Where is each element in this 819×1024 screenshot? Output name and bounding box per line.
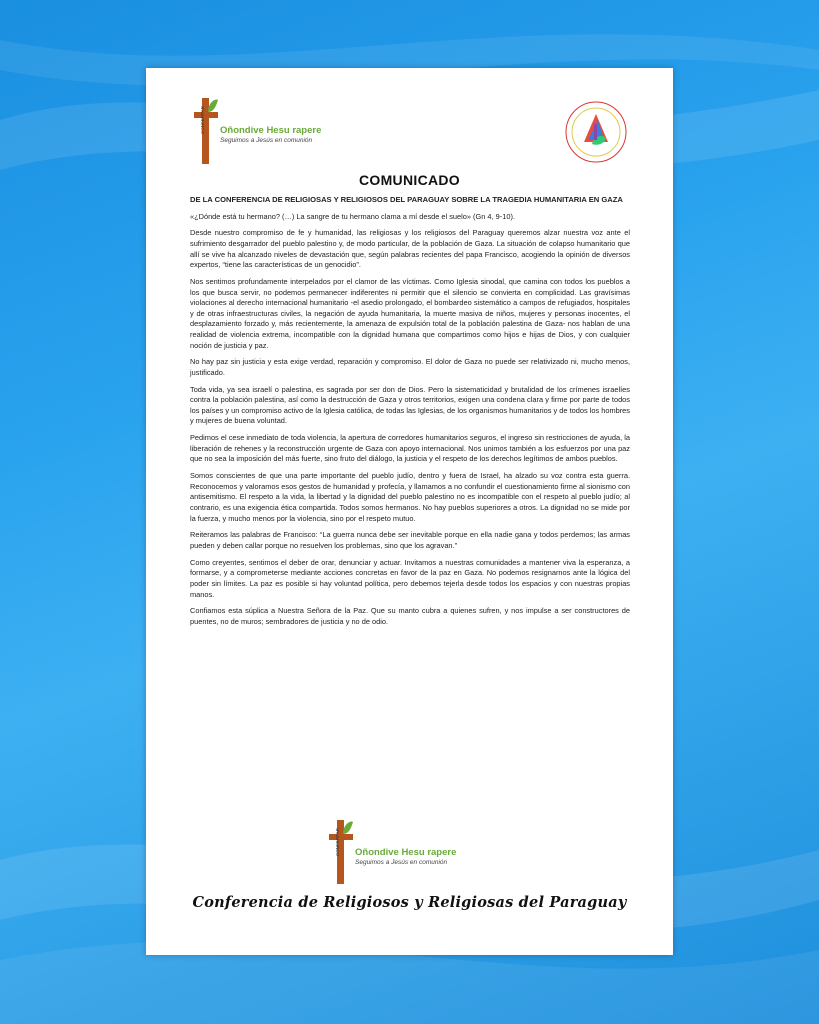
document-body (190, 195, 630, 634)
paragraph: Toda vida, ya sea israelí o palestina, es sagrada por ser don de Dios. Pero la sistematicidad y brutalidad de los crímenes israelíes contra la población palestina, así como la destrucción de Gaza y otros territorios, exigen una condena clara y firme por parte de todos los países y un compromiso activo de la Iglesia católica, de todas las Iglesias, de los organismos humanitarios y de todos los hombres y mujeres de buena voluntad. (190, 384, 630, 426)
paragraph: Confiamos esta súplica a Nuestra Señora de la Paz. Que su manto cubra a quienes sufren, y nos impulse a ser constructores de puentes, no de muros; sembradores de justicia y no de odio. (190, 606, 630, 626)
footer-conferpar-logo (329, 818, 479, 886)
brand-tagline: Seguimos a Jesús en comunión (220, 137, 313, 144)
document-subtitle: DE LA CONFERENCIA DE RELIGIOSAS Y RELIGIOSOS DEL PARAGUAY SOBRE LA TRAGEDIA HUMANITARIA EN GAZA (190, 195, 623, 204)
paragraph: Somos conscientes de que una parte importante del pueblo judío, dentro y fuera de Israel, ha alzado su voz contra esta guerra. Reconocemos y valoramos esos gestos de humanidad y profecía, y llamamos a no confundir el cuestionamiento firme al sionismo con antisemitismo. El respeto a la vida, la libertad y la dignidad del pueblo palestino no es incompatible con el respeto al pueblo judío; al contrario, es una exigencia ética compartida. Todos somos hermanos. No hay pueblos superiores a otros. La dignidad no se mide por la fuerza, y mucho menos por la violencia, sino por el respeto mutuo. (190, 471, 630, 523)
jubilee-seal-icon (564, 100, 628, 164)
document-title: COMUNICADO (359, 172, 460, 188)
signature: Conferencia de Religiosos y Religiosas del Paraguay (192, 894, 627, 911)
brand-name: Oñondive Hesu rapere (355, 847, 457, 858)
paragraph: Desde nuestro compromiso de fe y humanidad, las religiosas y los religiosos del Paraguay queremos alzar nuestra voz ante el sufrimiento desgarrador del pueblo palestino y, de modo particular, de la población de Gaza. La situación de colapso humanitario que allí se vive ha alcanzado niveles de devastación que, según palabras recientes del papa Francisco, acogiendo la opinión de diversos expertos, “tiene las características de un genocidio”. (190, 228, 630, 270)
conferpar-logo (194, 96, 334, 166)
document-page (146, 68, 673, 955)
brand-tagline: Seguimos a Jesús en comunión (355, 859, 448, 866)
paragraph: No hay paz sin justicia y esta exige verdad, reparación y compromiso. El dolor de Gaza no puede ser relativizado ni, mucho menos, justificado. (190, 357, 630, 377)
paragraph: Como creyentes, sentimos el deber de orar, denunciar y actuar. Invitamos a nuestras comunidades a mantener viva la esperanza, a formarse, y a comprometerse mediante acciones concretas en favor de la paz en Gaza. No podemos resignarnos ante la lógica del poder sin límites. La paz es posible si hay voluntad política, pero debemos tejerla desde todos los espacios y con nuestras propias manos. (190, 557, 630, 599)
paragraph: Pedimos el cese inmediato de toda violencia, la apertura de corredores humanitarios seguros, el ingreso sin restricciones de ayuda, la liberación de rehenes y la reconstrucción urgente de Gaza con apoyo internacional. Nos unimos también a los esfuerzos por una paz que no sea la imposición del más fuerte, sino fruto del diálogo, la justicia y el respeto de los derechos legítimos de ambos pueblos. (190, 433, 630, 464)
brand-name: Oñondive Hesu rapere (220, 125, 322, 136)
cross-leaf-icon (329, 818, 353, 888)
paragraph: «¿Dónde está tu hermano? (…) La sangre de tu hermano clama a mí desde el suelo» (Gn 4, 9-10). (190, 211, 515, 221)
cross-leaf-icon (194, 96, 218, 166)
vertical-label: CONFERPAR (200, 106, 205, 134)
vertical-label: CONFERPAR (335, 828, 340, 856)
paragraph: Reiteramos las palabras de Francisco: “La guerra nunca debe ser inevitable porque en ella nadie gana y todos perdemos; las armas pueden y deben callar porque no resuelven los problemas, sino que los agravan.” (190, 530, 630, 550)
paragraph: Nos sentimos profundamente interpelados por el clamor de las víctimas. Como Iglesia sinodal, que camina con todos los pueblos a los que busca servir, no podemos permanecer indiferentes ni permitir que el silencio se convierta en complicidad. Las gravísimas violaciones al derecho internacional humanitario -el asedio prolongado, el bombardeo sistemático a campos de refugiados, hospitales y de otras infraestructuras civiles, la negación de ayuda humanitaria, la muerte masiva de niños, mujeres y personas inocentes, el desplazamiento forzado y, más recientemente, la amenaza de expulsión total de la población palestina de Gaza- nos hablan de una realidad de violencia extrema, incompatible con la dignidad humana que compartimos como hijos e hijas de Dios, y con cualquier noción de justicia y paz. (190, 276, 630, 350)
